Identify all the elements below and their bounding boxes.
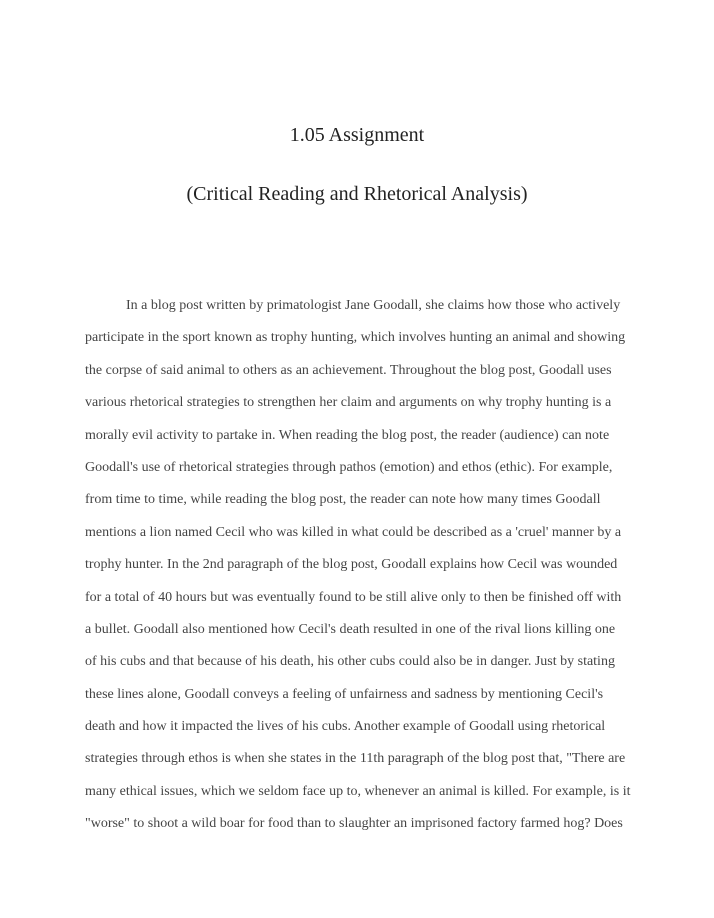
paragraph-line: these lines alone, Goodall conveys a feeling of unfairness and sadness by mentioning Cecil's [85,686,604,702]
paragraph-line: many ethical issues, which we seldom face up to, whenever an animal is killed. For example, is it [85,783,631,799]
paragraph-line: a bullet. Goodall also mentioned how Cecil's death resulted in one of the rival lions killing one [85,621,616,637]
paragraph-line: from time to time, while reading the blog post, the reader can note how many times Goodall [85,492,601,508]
paragraph-line: mentions a lion named Cecil who was killed in what could be described as a 'cruel' manner by a [85,524,622,540]
paragraph-line: the corpse of said animal to others as an achievement. Throughout the blog post, Goodall uses [85,362,612,378]
paragraph-line: Goodall's use of rhetorical strategies through pathos (emotion) and ethos (ethic). For example, [85,459,613,475]
paragraph-line: of his cubs and that because of his death, his other cubs could also be in danger. Just by stating [85,654,615,670]
paragraph-line: death and how it impacted the lives of his cubs. Another example of Goodall using rhetorical [85,719,606,735]
paragraph-line: trophy hunter. In the 2nd paragraph of the blog post, Goodall explains how Cecil was wounded [85,557,618,573]
document-title: 1.05 Assignment [289,124,425,146]
paragraph-line: strategies through ethos is when she states in the 11th paragraph of the blog post that, "There are [85,751,626,767]
paragraph-line: In a blog post written by primatologist Jane Goodall, she claims how those who actively [126,298,621,313]
document-subtitle: (Critical Reading and Rhetorical Analysis) [186,183,528,205]
paragraph-line: "worse" to shoot a wild boar for food than to slaughter an imprisoned factory farmed hog? Does [85,816,623,832]
body-paragraph [85,290,645,841]
paragraph-line: participate in the sport known as trophy hunting, which involves hunting an animal and showing [85,330,626,346]
paragraph-line: morally evil activity to partake in. When reading the blog post, the reader (audience) can note [85,427,610,443]
paragraph-line: various rhetorical strategies to strengthen her claim and arguments on why trophy hunting is a [85,395,612,411]
paragraph-line: for a total of 40 hours but was eventually found to be still alive only to then be finished off with [85,589,622,605]
